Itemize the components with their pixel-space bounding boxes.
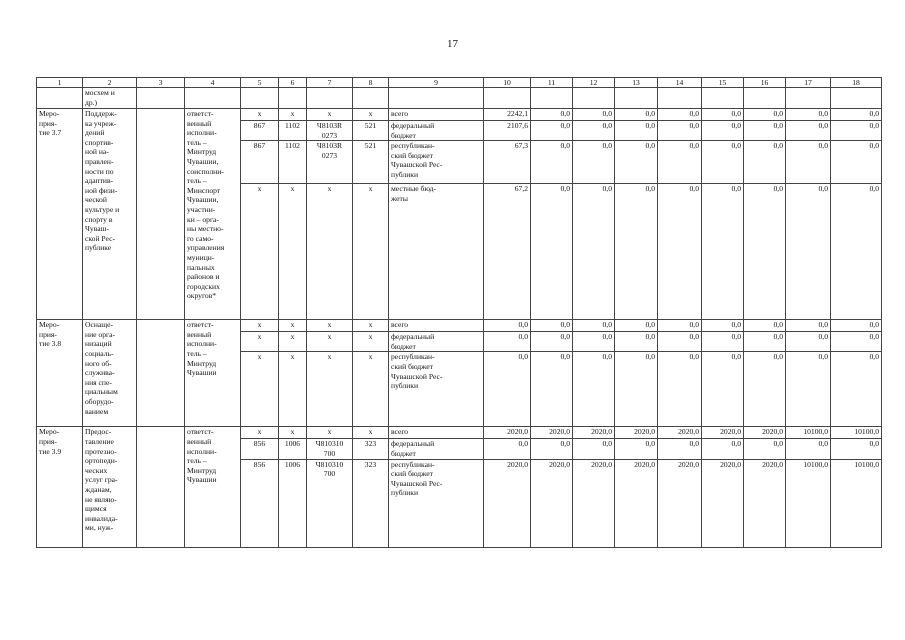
value-cell: 0,0 [744, 141, 786, 184]
value-cell: 0,0 [786, 109, 831, 121]
value-cell: 0,0 [615, 320, 658, 332]
value-cell: 0,0 [573, 352, 615, 427]
target-article-cell: Ч8103R 0273 [307, 121, 353, 141]
target-article-cell: х [307, 109, 353, 121]
value-cell: 0,0 [744, 320, 786, 332]
event-number-cell: Меро- прия- тие 3.7 [37, 109, 83, 320]
executor-cell: ответст- венный исполни- тель – Минтруд Чувашии [185, 320, 241, 427]
table-cell [831, 88, 882, 109]
column-number: 17 [786, 78, 831, 88]
value-cell: 10100,0 [831, 459, 882, 547]
value-cell: 0,0 [658, 332, 702, 352]
column-number: 6 [279, 78, 307, 88]
value-cell: 0,0 [531, 121, 573, 141]
table-cell [786, 88, 831, 109]
value-cell: 10100,0 [831, 427, 882, 439]
empty-cell [137, 320, 185, 427]
value-cell: 2107,6 [484, 121, 531, 141]
column-number: 14 [658, 78, 702, 88]
value-cell: 2020,0 [702, 427, 744, 439]
value-cell: 0,0 [744, 332, 786, 352]
value-cell: 0,0 [573, 109, 615, 121]
value-cell: 0,0 [744, 184, 786, 320]
value-cell: 0,0 [786, 332, 831, 352]
value-cell: 0,0 [702, 352, 744, 427]
column-number: 1 [37, 78, 83, 88]
column-number: 9 [389, 78, 484, 88]
table-cell [279, 88, 307, 109]
column-number: 8 [353, 78, 389, 88]
section-cell: х [279, 332, 307, 352]
code-cell: х [241, 352, 279, 427]
column-number: 11 [531, 78, 573, 88]
section-cell: 1006 [279, 439, 307, 459]
expense-type-cell: 521 [353, 121, 389, 141]
target-article-cell: х [307, 427, 353, 439]
value-cell: 2020,0 [531, 459, 573, 547]
value-cell: 0,0 [615, 352, 658, 427]
value-cell: 0,0 [831, 332, 882, 352]
value-cell: 0,0 [658, 352, 702, 427]
value-cell: 0,0 [615, 141, 658, 184]
value-cell: 0,0 [573, 141, 615, 184]
value-cell: 0,0 [831, 439, 882, 459]
value-cell: 2020,0 [531, 427, 573, 439]
executor-cell: ответст- венный исполни- тель – Минтруд Чувашии, соисполни- тель – Минспорт Чувашии, участни- ки – орга- ны местно- го само- управления муници- пальных районов и городских округов* [185, 109, 241, 320]
table-cell [307, 88, 353, 109]
value-cell: 2020,0 [702, 459, 744, 547]
column-number: 15 [702, 78, 744, 88]
page-number: 17 [447, 38, 458, 50]
table-cell [658, 88, 702, 109]
budget-table [36, 77, 882, 548]
table-cell [744, 88, 786, 109]
value-cell: 0,0 [658, 109, 702, 121]
target-article-cell: х [307, 320, 353, 332]
code-cell: 867 [241, 121, 279, 141]
value-cell: 0,0 [531, 141, 573, 184]
column-number: 2 [83, 78, 137, 88]
funding-source-cell: всего [389, 109, 484, 121]
funding-source-cell: всего [389, 320, 484, 332]
value-cell: 0,0 [702, 109, 744, 121]
value-cell: 0,0 [702, 439, 744, 459]
expense-type-cell: х [353, 332, 389, 352]
table-cell [389, 88, 484, 109]
column-number: 5 [241, 78, 279, 88]
value-cell: 0,0 [573, 332, 615, 352]
table-cell [353, 88, 389, 109]
value-cell: 0,0 [615, 439, 658, 459]
continued-name-cell: мосхем и др.) [83, 88, 137, 109]
value-cell: 2020,0 [573, 459, 615, 547]
expense-type-cell: 323 [353, 459, 389, 547]
expense-type-cell: 521 [353, 141, 389, 184]
value-cell: 0,0 [786, 184, 831, 320]
code-cell: 867 [241, 141, 279, 184]
value-cell: 0,0 [786, 320, 831, 332]
funding-source-cell: федеральный бюджет [389, 121, 484, 141]
value-cell: 0,0 [744, 352, 786, 427]
table-cell [702, 88, 744, 109]
funding-source-cell: республикан- ский бюджет Чувашской Рес- публики [389, 459, 484, 547]
value-cell: 2020,0 [744, 459, 786, 547]
value-cell: 0,0 [786, 352, 831, 427]
value-cell: 0,0 [744, 109, 786, 121]
table-row [37, 320, 882, 332]
section-cell: 1006 [279, 459, 307, 547]
value-cell: 0,0 [831, 109, 882, 121]
value-cell: 0,0 [786, 121, 831, 141]
empty-cell [137, 427, 185, 547]
event-number-cell: Меро- прия- тие 3.9 [37, 427, 83, 547]
table-cell [137, 88, 185, 109]
table-cell [484, 88, 531, 109]
table-cell [185, 88, 241, 109]
value-cell: 2020,0 [573, 427, 615, 439]
funding-source-cell: всего [389, 427, 484, 439]
value-cell: 2020,0 [658, 427, 702, 439]
value-cell: 0,0 [744, 439, 786, 459]
value-cell: 0,0 [658, 439, 702, 459]
column-number: 12 [573, 78, 615, 88]
value-cell: 0,0 [531, 109, 573, 121]
expense-type-cell: х [353, 427, 389, 439]
funding-source-cell: республикан- ский бюджет Чувашской Рес- публики [389, 141, 484, 184]
value-cell: 10100,0 [786, 459, 831, 547]
value-cell: 0,0 [658, 141, 702, 184]
value-cell: 10100,0 [786, 427, 831, 439]
funding-source-cell: федеральный бюджет [389, 439, 484, 459]
section-cell: х [279, 184, 307, 320]
value-cell: 0,0 [615, 109, 658, 121]
value-cell: 0,0 [484, 320, 531, 332]
value-cell: 0,0 [573, 320, 615, 332]
column-number: 18 [831, 78, 882, 88]
target-article-cell: Ч8103R 0273 [307, 141, 353, 184]
empty-cell [137, 109, 185, 320]
value-cell: 0,0 [831, 121, 882, 141]
expense-type-cell: х [353, 184, 389, 320]
target-article-cell: х [307, 332, 353, 352]
value-cell: 0,0 [702, 141, 744, 184]
table-cell [531, 88, 573, 109]
value-cell: 67,2 [484, 184, 531, 320]
section-cell: 1102 [279, 121, 307, 141]
target-article-cell: х [307, 184, 353, 320]
code-cell: х [241, 184, 279, 320]
section-cell: х [279, 427, 307, 439]
value-cell: 0,0 [531, 320, 573, 332]
code-cell: х [241, 332, 279, 352]
code-cell: 856 [241, 439, 279, 459]
value-cell: 2020,0 [615, 459, 658, 547]
value-cell: 0,0 [658, 184, 702, 320]
value-cell: 0,0 [831, 352, 882, 427]
value-cell: 0,0 [702, 121, 744, 141]
value-cell: 0,0 [531, 439, 573, 459]
continuation-row [37, 88, 882, 109]
value-cell: 0,0 [702, 184, 744, 320]
event-name-cell: Поддерж- ка учреж- дений спортив- ной на- правлен- ности по адаптив- ной физи- ческой культуре и спорту в Чуваш- ской Рес- публике [83, 109, 137, 320]
value-cell: 2020,0 [484, 427, 531, 439]
header-row [37, 78, 882, 88]
value-cell: 2242,1 [484, 109, 531, 121]
section-cell: х [279, 352, 307, 427]
expense-type-cell: х [353, 320, 389, 332]
target-article-cell: Ч810310 700 [307, 459, 353, 547]
value-cell: 0,0 [831, 184, 882, 320]
value-cell: 0,0 [702, 332, 744, 352]
table-body [37, 78, 882, 548]
value-cell: 0,0 [658, 320, 702, 332]
value-cell: 2020,0 [615, 427, 658, 439]
code-cell: х [241, 109, 279, 121]
value-cell: 0,0 [531, 352, 573, 427]
expense-type-cell: 323 [353, 439, 389, 459]
value-cell: 0,0 [531, 184, 573, 320]
event-number-cell: Меро- прия- тие 3.8 [37, 320, 83, 427]
value-cell: 2020,0 [484, 459, 531, 547]
value-cell: 0,0 [484, 439, 531, 459]
table-row [37, 109, 882, 121]
section-cell: х [279, 109, 307, 121]
value-cell: 0,0 [573, 184, 615, 320]
column-number: 7 [307, 78, 353, 88]
value-cell: 0,0 [702, 320, 744, 332]
value-cell: 2020,0 [744, 427, 786, 439]
column-number: 4 [185, 78, 241, 88]
funding-source-cell: республикан- ский бюджет Чувашской Рес- публики [389, 352, 484, 427]
column-number: 3 [137, 78, 185, 88]
value-cell: 2020,0 [658, 459, 702, 547]
value-cell: 0,0 [744, 121, 786, 141]
column-number: 16 [744, 78, 786, 88]
value-cell: 0,0 [786, 439, 831, 459]
funding-source-cell: федеральный бюджет [389, 332, 484, 352]
event-name-cell: Предос- тавление протезно- ортопеди- ческих услуг гра- жданам, не являю- щимся инвалида- ми, нуж- [83, 427, 137, 547]
value-cell: 0,0 [615, 121, 658, 141]
event-name-cell: Оснаще- ние орга- низаций социаль- ного об- служива- ния спе- циальным оборудо- ванием [83, 320, 137, 427]
table-cell [615, 88, 658, 109]
value-cell: 0,0 [831, 141, 882, 184]
value-cell: 0,0 [615, 184, 658, 320]
target-article-cell: Ч810310 700 [307, 439, 353, 459]
executor-cell: ответст- венный исполни- тель – Минтруд Чувашии [185, 427, 241, 547]
value-cell: 0,0 [786, 141, 831, 184]
table-cell [241, 88, 279, 109]
table-row [37, 427, 882, 439]
expense-type-cell: х [353, 352, 389, 427]
value-cell: 0,0 [484, 332, 531, 352]
code-cell: 856 [241, 459, 279, 547]
value-cell: 0,0 [573, 121, 615, 141]
value-cell: 0,0 [658, 121, 702, 141]
value-cell: 0,0 [573, 439, 615, 459]
section-cell: х [279, 320, 307, 332]
column-number: 10 [484, 78, 531, 88]
value-cell: 0,0 [531, 332, 573, 352]
funding-source-cell: местные бюд- жеты [389, 184, 484, 320]
column-number: 13 [615, 78, 658, 88]
value-cell: 67,3 [484, 141, 531, 184]
expense-type-cell: х [353, 109, 389, 121]
target-article-cell: х [307, 352, 353, 427]
value-cell: 0,0 [831, 320, 882, 332]
value-cell: 0,0 [484, 352, 531, 427]
value-cell: 0,0 [615, 332, 658, 352]
table-cell [573, 88, 615, 109]
code-cell: х [241, 320, 279, 332]
section-cell: 1102 [279, 141, 307, 184]
code-cell: х [241, 427, 279, 439]
table-cell [37, 88, 83, 109]
